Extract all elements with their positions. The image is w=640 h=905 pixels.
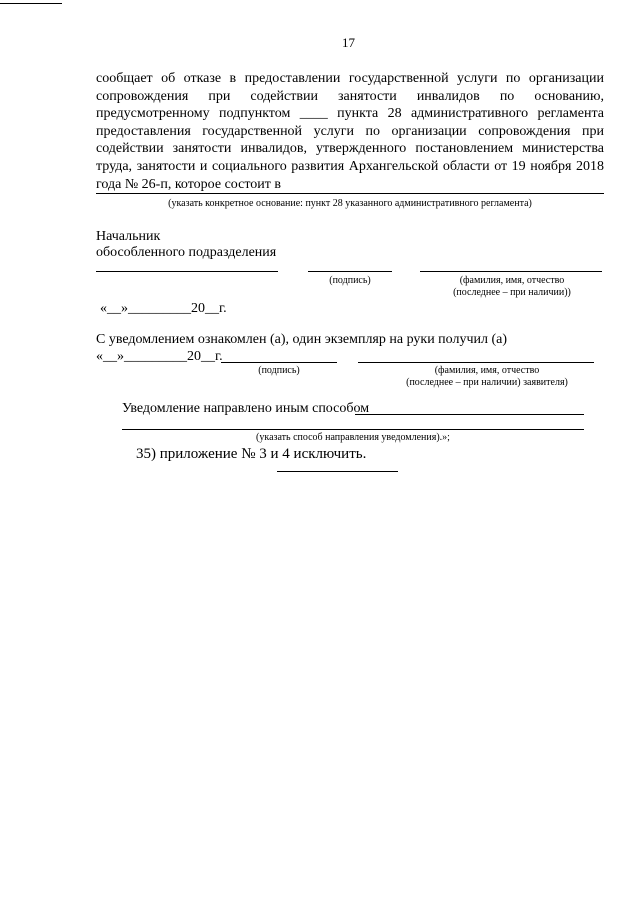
name-caption-line2: (последнее – при наличии)) — [453, 287, 571, 298]
page-number: 17 — [342, 35, 355, 50]
corner-rule — [0, 3, 62, 4]
ack-name-caption-line2: (последнее – при наличии) заявителя) — [406, 377, 568, 388]
head-title-line2: обособленного подразделения — [96, 245, 277, 260]
ack-name-caption-line1: (фамилия, имя, отчество — [434, 365, 540, 376]
acknowledgement-text: С уведомлением ознакомлен (а), один экземпляр на руки получил (а) — [96, 332, 508, 347]
method-fill-line — [122, 429, 584, 430]
body-paragraph: сообщает об отказе в предоставлении государственной услуги по организации сопровождения при содействии занятости инвалидов по основанию, предусмотренному подпунктом ____ пункта 28 административного регламента предоставления государственной услуги по организации сопровождения при содействии занятости инвалидов, утвержденного постановлением министерства труда, занятости и социального развития Архангельской области от 19 ноября 2018 года № 26-п, которое состоит в — [96, 71, 604, 192]
signing-date: «__»_________20__г. — [100, 301, 227, 316]
acknowledgement-date: «__»_________20__г. — [96, 349, 223, 364]
basis-caption: (указать конкретное основание: пункт 28 указанного административного регламента) — [168, 198, 532, 209]
signature-fill-line — [308, 271, 392, 272]
basis-fill-line — [96, 193, 604, 194]
name-fill-line — [420, 271, 602, 272]
name-caption-line1: (фамилия, имя, отчество — [459, 275, 565, 286]
ack-signature-fill-line — [221, 362, 337, 363]
item-35: 35) приложение № 3 и 4 исключить. — [136, 446, 367, 462]
other-method-label: Уведомление направлено иным способом — [122, 401, 370, 416]
closing-rule — [277, 471, 398, 472]
other-method-fill-line — [355, 414, 584, 415]
signature-caption: (подпись) — [329, 275, 371, 286]
ack-signature-caption: (подпись) — [258, 365, 300, 376]
ack-name-fill-line — [358, 362, 594, 363]
head-title-line1: Начальник — [96, 229, 161, 244]
method-caption: (указать способ направления уведомления).»; — [256, 432, 450, 443]
position-fill-line — [96, 271, 278, 272]
